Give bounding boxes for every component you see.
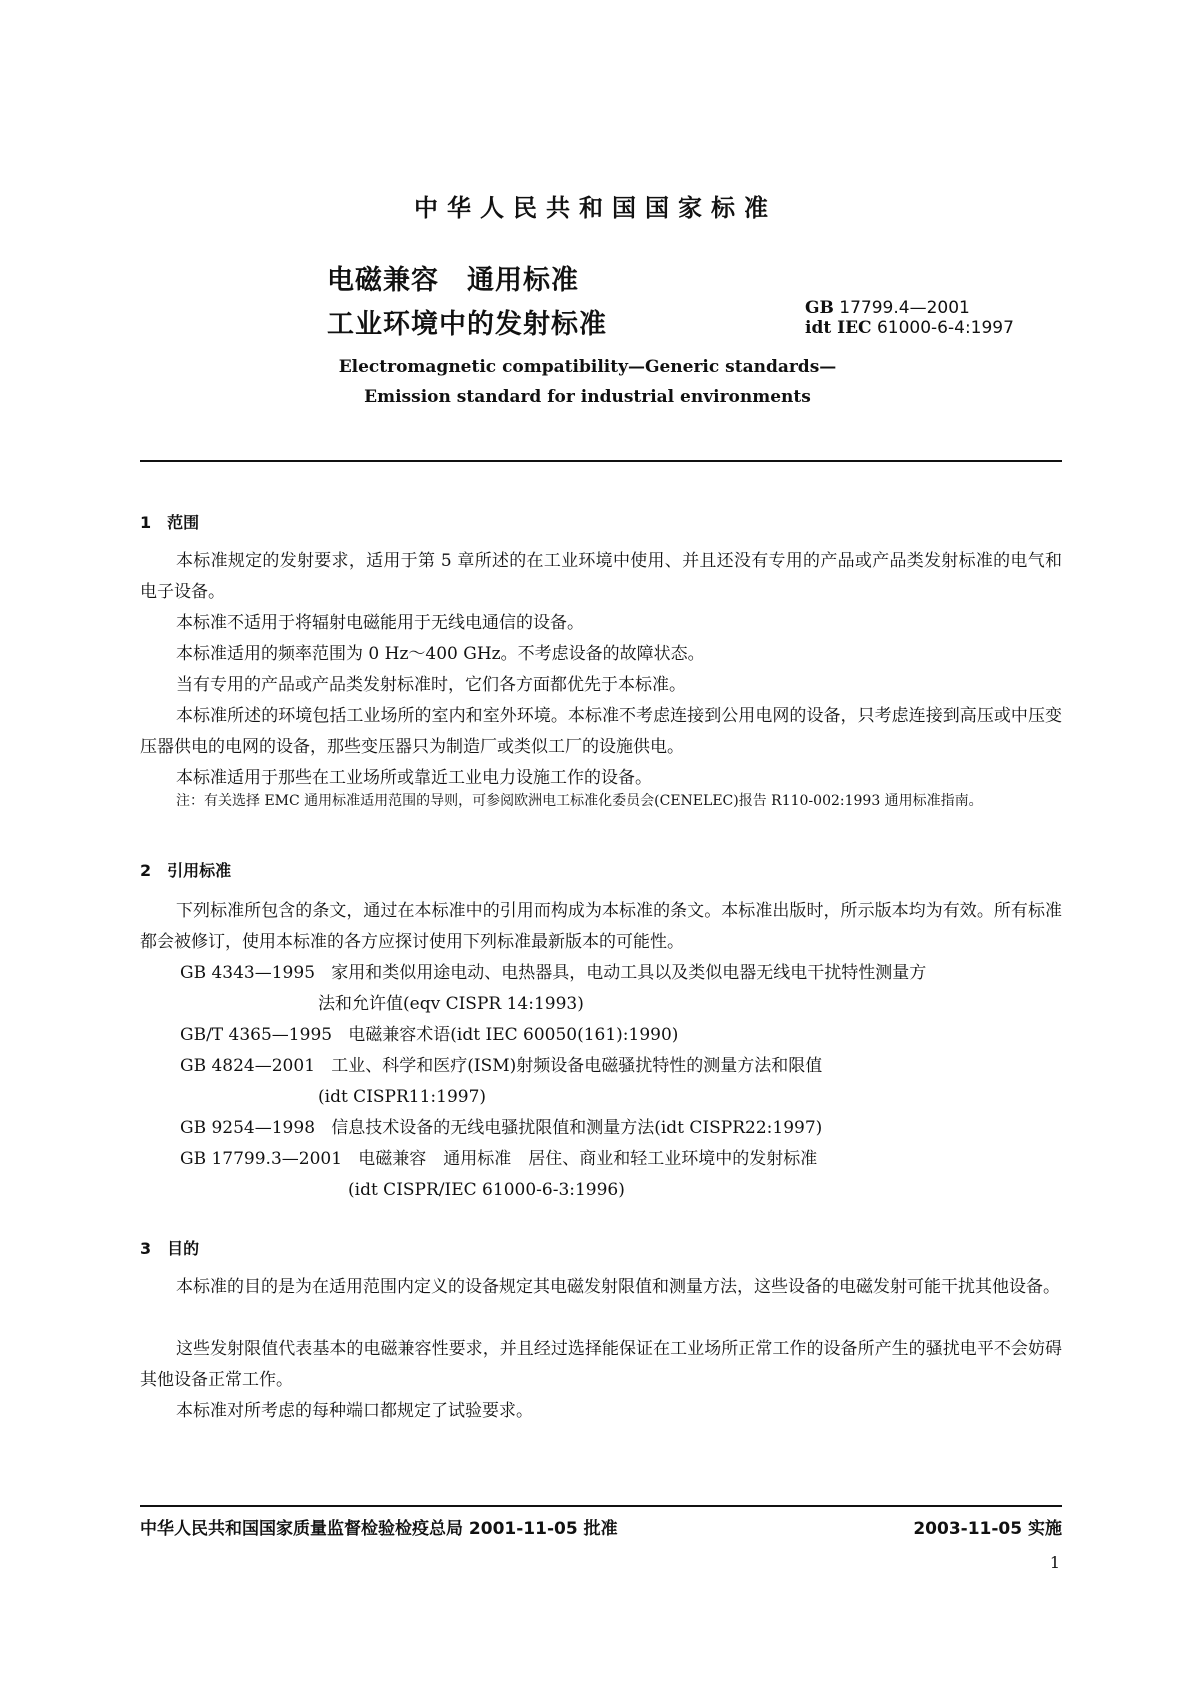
section-1-paragraph-3: 本标准适用的频率范围为 0 Hz～400 GHz。不考虑设备的故障状态。 — [176, 644, 705, 664]
national-standard-heading: 中华人民共和国国家标准 — [414, 194, 777, 222]
reference-title: 工业、科学和医疗(ISM)射频设备电磁骚扰特性的测量方法和限值 — [331, 1056, 823, 1076]
standard-code: 17799.4—2001 — [839, 298, 970, 318]
idt-reference — [805, 318, 1014, 338]
section-2-paragraph-1: 下列标准所包含的条文，通过在本标准中的引用而构成为本标准的条文。本标准出版时，所示版本均为有效。所有标准都会被修订，使用本标准的各方应探讨使用下列标准最新版本的可能性。 — [140, 901, 1062, 952]
section-3-paragraph-1: 本标准的目的是为在适用范围内定义的设备规定其电磁发射限值和测量方法，这些设备的电磁发射可能干扰其他设备。 — [176, 1277, 1060, 1297]
reference-title-cont: 法和允许值(eqv CISPR 14:1993) — [318, 994, 584, 1014]
section-1-paragraph-4: 当有专用的产品或产品类发射标准时，它们各方面都优先于本标准。 — [176, 675, 686, 695]
section-2-heading: 2 引用标准 — [140, 861, 232, 880]
reference-item — [180, 1144, 1062, 1206]
section-1-heading: 1 范围 — [140, 513, 200, 532]
section-1-paragraph-6: 本标准适用于那些在工业场所或靠近工业电力设施工作的设备。 — [176, 768, 652, 788]
title-cn-line1: 电磁兼容 通用标准 — [327, 265, 579, 296]
header-divider — [140, 460, 1062, 462]
reference-item — [180, 1051, 1062, 1113]
reference-item — [180, 958, 1062, 1020]
section-3-paragraph-2: 这些发射限值代表基本的电磁兼容性要求，并且经过选择能保证在工业场所正常工作的设备所产生的骚扰电平不会妨碍其他设备正常工作。 — [140, 1339, 1062, 1390]
reference-code: GB 17799.3—2001 — [180, 1149, 343, 1169]
title-cn-line2: 工业环境中的发射标准 — [327, 309, 607, 340]
reference-code: GB 9254—1998 — [180, 1118, 316, 1138]
section-3-heading: 3 目的 — [140, 1239, 200, 1258]
reference-item — [180, 1020, 1062, 1051]
reference-title: 电磁兼容术语(idt IEC 60050(161):1990) — [348, 1025, 679, 1045]
footer-divider — [140, 1505, 1062, 1507]
title-en-line2: Emission standard for industrial environments — [364, 387, 811, 407]
standard-number — [805, 298, 970, 318]
standard-prefix: GB — [805, 298, 834, 318]
reference-title-cont: (idt CISPR/IEC 61000-6-3:1996) — [348, 1180, 625, 1200]
reference-title: 家用和类似用途电动、电热器具，电动工具以及类似电器无线电干扰特性测量方 — [331, 963, 927, 983]
reference-title: 电磁兼容 通用标准 居住、商业和轻工业环境中的发射标准 — [358, 1149, 818, 1169]
section-1-note — [176, 788, 1056, 814]
section-1-paragraph-5: 本标准所述的环境包括工业场所的室内和室外环境。本标准不考虑连接到公用电网的设备，只考虑连接到高压或中压变压器供电的电网的设备，那些变压器只为制造厂或类似工厂的设施供电。 — [140, 706, 1062, 757]
note-label: 注： — [176, 793, 204, 809]
section-3-paragraph-3: 本标准对所考虑的每种端口都规定了试验要求。 — [176, 1401, 533, 1421]
section-1-paragraph-1: 本标准规定的发射要求，适用于第 5 章所述的在工业环境中使用、并且还没有专用的产品或产品类发射标准的电气和电子设备。 — [140, 551, 1062, 602]
reference-title-cont: (idt CISPR11:1997) — [318, 1087, 487, 1107]
page-number: 1 — [1049, 1553, 1060, 1572]
reference-code: GB 4343—1995 — [180, 963, 316, 983]
reference-title: 信息技术设备的无线电骚扰限值和测量方法(idt CISPR22:1997) — [331, 1118, 823, 1138]
idt-code: 61000-6-4:1997 — [876, 318, 1014, 338]
reference-code: GB/T 4365—1995 — [180, 1025, 333, 1045]
title-en-line1: Electromagnetic compatibility—Generic standards— — [338, 357, 837, 377]
note-text: 有关选择 EMC 通用标准适用范围的导则，可参阅欧洲电工标准化委员会(CENELEC)报告 R110-002:1993 通用标准指南。 — [204, 793, 983, 809]
idt-prefix: idt IEC — [805, 318, 872, 338]
effective-date: 2003-11-05 实施 — [913, 1519, 1062, 1539]
section-1-paragraph-2: 本标准不适用于将辐射电磁能用于无线电通信的设备。 — [176, 613, 584, 633]
approval-statement: 中华人民共和国国家质量监督检验检疫总局 2001-11-05 批准 — [140, 1519, 618, 1539]
reference-code: GB 4824—2001 — [180, 1056, 316, 1076]
reference-item — [180, 1113, 1062, 1144]
